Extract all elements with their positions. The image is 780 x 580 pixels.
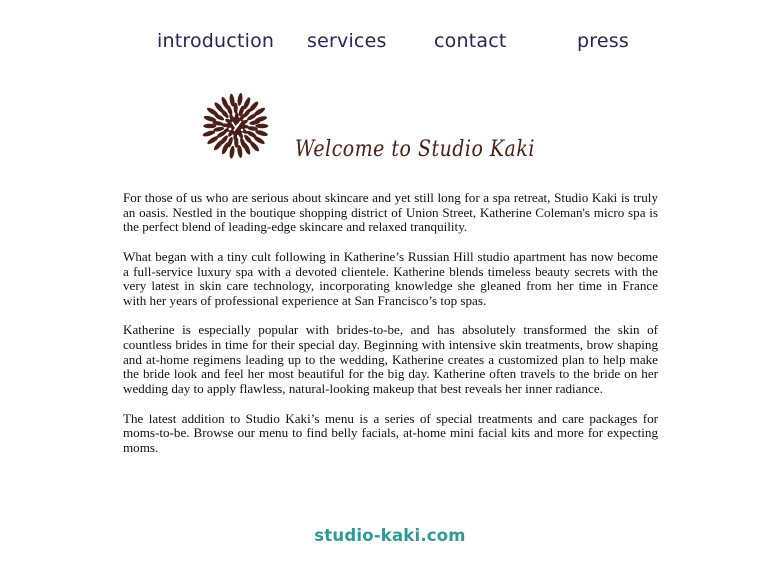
logo-petal	[229, 145, 235, 159]
logo-petal	[255, 124, 268, 129]
flower-logo-icon	[191, 84, 281, 168]
site-url: studio-kaki.com	[314, 526, 466, 545]
logo-petal	[233, 103, 237, 114]
nav-services[interactable]: services	[307, 30, 387, 52]
paragraph-4: The latest addition to Studio Kaki’s menu is a series of special treatments and care packages for moms-to-be. Browse our menu to find belly facials, at-home mini facial kits and more for expecting moms.	[123, 410, 658, 455]
nav-introduction[interactable]: introduction	[157, 30, 275, 52]
paragraph-2: What began with a tiny cult following in Katherine’s Russian Hill studio apartment has now become a full-service luxury spa with a devoted clientele. Katherine blends timeless beauty secrets with the very latest in skin care technology, incorporating knowledge she gleaned from her time in France with her years of professional experience at San Francisco’s top spas.	[123, 248, 658, 308]
paragraph-1: For those of us who are serious about skincare and yet still long for a spa retreat, Studio Kaki is truly an oasis. Nestled in the boutique shopping district of Union Street, Katherine Coleman's micro spa is the perfect blend of leading-edge skincare and relaxed tranquility.	[123, 190, 658, 235]
intro-content	[123, 191, 658, 470]
nav-contact[interactable]: contact	[434, 30, 507, 52]
welcome-heading: Welcome to Studio Kaki	[295, 137, 535, 162]
main-nav	[0, 30, 780, 60]
nav-press[interactable]: press	[577, 30, 629, 52]
paragraph-3: Katherine is especially popular with brides-to-be, and has absolutely transformed the skin of countless brides in time for their special day. Beginning with intensive skin treatments, brow shaping and at-home regimens leading up to the wedding, Katherine creates a customized plan to help make the bride look and feel her most beautiful for the big day. Katherine often travels to the bride on her wedding day to apply flawless, natural-looking makeup that best reveals her inner radiance.	[123, 322, 658, 397]
logo-petal	[237, 93, 243, 107]
logo-center	[227, 117, 245, 135]
